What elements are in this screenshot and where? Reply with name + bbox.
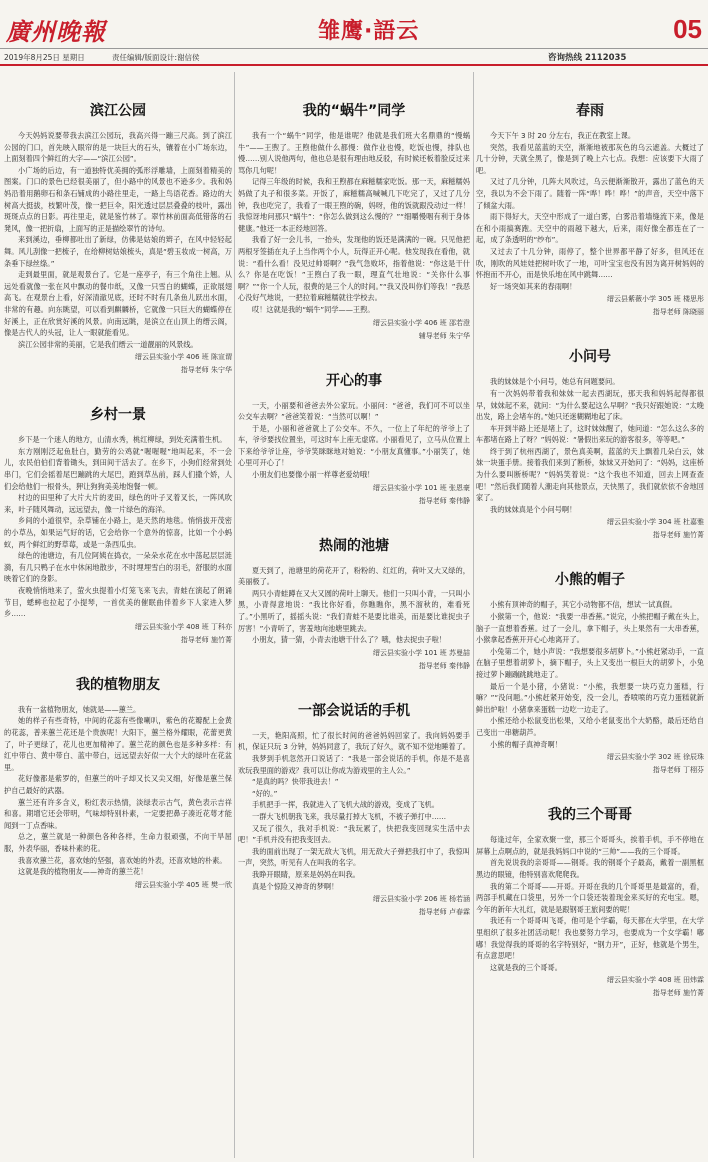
- paragraph: 我的第二个哥哥——开哥。开哥在我的几个哥哥里是最富的，看，两部手机藏在口袋里，另外一个口袋还装着现金来买好的充电宝。嗯，今年的新年大礼红，就是是跟钢哥王旅间要的呢！: [476, 881, 704, 914]
- paragraph: 又过去了十几分钟，雨停了，整个世界都平静了好多，但风还在吹，刚吹的风娃娃把树叶吹了一地，可叶宝宝也没有因为离开树妈妈的怀抱而不开心，而是快乐地在风中跳舞……: [476, 246, 704, 280]
- article-lively-pond: [238, 535, 470, 672]
- paragraph: “好的。”: [252, 788, 278, 798]
- paragraph: 我还有一个哥哥叫飞哥，他可是个学霸，每天都在大学里，在大学里组织了很多社团活动呢！我也要努力学习，也要成为一个女学霸！嘟嘟！我觉得我的哥哥的名字特别好，“钢力开”，正好，他就是个男生，有点意思吧！: [476, 916, 704, 961]
- byline-teacher: 指导老师 朱宁华: [180, 366, 232, 375]
- article-title: 滨江公园: [90, 103, 146, 119]
- paragraph: 好一场突如其来的春雨啊！: [490, 281, 577, 291]
- paragraph: 乡下是一个迷人的地方，山清水秀，桃红柳绿，到处充满着生机。: [18, 435, 227, 445]
- paragraph: 我喜欢蕙兰花，喜欢她的坚强，喜欢她的外表，还喜欢她的朴素。: [18, 855, 227, 865]
- editor-credit: 责任编辑/版面设计:谢信侯: [112, 53, 200, 62]
- paragraph: 我有一个“蜗牛”同学，他是谁呢？他就是我们班大名鼎鼎的“慢蜗牛”——王煦了。王煦他做什么都慢：做作业也慢，吃饭也慢，排队也慢……别人说他两句，他也总是很有理由地反驳，有时候还板着脸反过来骂你几句呢！: [238, 131, 470, 175]
- newspaper-logo: 廣州晚報: [6, 17, 106, 46]
- paragraph: 乡间的小道很窄，杂草铺在小路上，是天然的地毯。悄悄拔开茂密的小草丛，如果运气好的话，它会给你一个意外的惊喜，比如一个小蚂蚁，两个鲜红的野草莓，或是一条西瓜虫。: [4, 516, 232, 549]
- paragraph: 小熊有顶神奇的帽子，其它小动物都不信，想试一试真假。: [490, 600, 677, 610]
- paragraph: 车开到半路上还是堵上了，这时妹妹醒了，她问道：“怎么这么多的车都堵在路上了呀？”妈妈说：“暑假出来玩的游客很多，等等吧。”: [476, 423, 704, 445]
- byline-author: 缙云县实验小学 405 班 樊一欣: [134, 880, 232, 889]
- byline-author: 缙云县紫薇小学 305 班 楼思彤: [606, 295, 704, 304]
- paragraph: 绿色的池塘边，有几位阿姨在捣衣，一朵朵水花在水中荡起层层涟漪，有几只鸭子在水中休闲地散步，不时埋埋雪白的羽毛，舒服的水面映着它们的身影。: [4, 551, 232, 584]
- byline-teacher: 指导老师 陈晓丽: [652, 308, 704, 317]
- byline-teacher: 指导老师 施竹菁: [180, 635, 232, 644]
- paragraph: 花好像都是紫罗的，但蕙兰的叶子却又长又尖又细，好像是蕙兰保护自己最好的武器。: [4, 774, 232, 795]
- article-title: 乡村一景: [90, 407, 146, 424]
- paragraph: 我睁开眼睛，原来是妈妈在叫我。: [252, 869, 360, 879]
- article-title: 我的植物朋友: [76, 676, 160, 693]
- column-middle: [238, 72, 470, 926]
- section-title: 雏鹰·語云: [318, 19, 420, 44]
- article-title: 热闹的池塘: [319, 537, 389, 554]
- issue-date: 2019年8月25日 星期日: [4, 53, 85, 62]
- paragraph: 这就是我的三个哥哥。: [490, 962, 562, 972]
- paragraph: 今天妈妈说要带我去滨江公园玩，我高兴得一蹦三尺高。到了滨江公园的门口，首先映入眼帘的是一块巨大的石头，镶着在小广场东边，上面刻着四个鲜红的大字——“滨江公园”。: [4, 131, 232, 164]
- masthead-rule: [0, 64, 708, 66]
- paragraph: 我的妹妹真是个小问号啊！: [490, 504, 577, 514]
- article-title: 我的三个哥哥: [548, 807, 632, 824]
- paragraph: 两只小青蛙蹲在又大又圆的荷叶上聊天。他们一只叫小青，一只叫小黑，小青得意地说：“我比你好看，你瞧瞧你，黑不溜秋的，难看死了。”小黑听了，摇摇头说：“我们青蛙不是要比谁美，而是要比谁捉虫子厉害！”小青听了，害羞地向池塘里跳去。: [238, 588, 470, 633]
- byline-teacher: 辅导老师 朱宁华: [418, 331, 470, 340]
- paragraph: 我看了好一会儿书，一抬头，发现他的饭还是满满的一碗。只见他把两根牙签插在丸子上当作两个小人，玩得正开心呢。他发现我在看他，就说：“看什么看！没见过帅哥啊？”我气急败坏，指着他说：“你这是干什么？你是在吃饭！”王煦白了我一眼，理直气壮地说：“关你什么事啊？”“你一个人玩，很费的是三个人的时间。”“我又没叫你们等我！”我恶心没好气地说，一把拉着麻糍糯就往学校去。: [238, 235, 470, 303]
- paragraph: 我的妹妹是个小问号，她总有问题要问。: [490, 377, 620, 387]
- paragraph: 滨江公园非常的美丽，它是我们缙云一道靓丽的风景线。: [18, 339, 198, 349]
- paragraph: 最后一个是小猪，小猪说：“小熊，我想要一块巧克力蛋糕，行嘛？”“没问题。”小熊赶紧开始变，没一会儿，香喷喷的巧克力蛋糕就新鲜出炉啦！小猪拿来蛋糕一边吃一边走了。: [476, 681, 704, 714]
- byline-teacher: 指导老师 施竹菁: [652, 531, 704, 540]
- article-spring-rain: [476, 100, 704, 318]
- article-snail-classmate: [238, 100, 470, 342]
- paragraph: 小熊的帽子真神奇啊！: [490, 739, 562, 749]
- paragraph: 一天，小丽要和爸爸去外公家玩。小丽问：“爸爸，我们可不可以坐公交车去啊？”爸爸笑着说：“当然可以啊！”: [238, 400, 470, 422]
- paragraph: 小朋友，猜一猜，小青去池塘干什么了？哦，他去捉虫子啦！: [252, 635, 447, 645]
- paragraph: 于是，小丽和爸爸就上了公交车。不久，一位上了年纪的爷爷上了车，爷爷要找位置坐，可这时车上座无虚席。小丽看见了，立马从位置上下来给爷爷让座，爷爷笑眯眯地对她说：“小朋友真懂事。”小丽笑了，她心里可开心了！: [238, 423, 470, 468]
- article-happy-thing: [238, 370, 470, 507]
- column-right: [476, 72, 704, 1007]
- paragraph: 小朋友们也要像小丽一样尊老爱幼哦！: [252, 470, 375, 480]
- paragraph: 小猴第一个，他说：“我要一串香蕉。”说完，小熊把帽子戴在头上，脑子一直想着香蕉。过了一会儿，拿下帽子，头上果然有一大串香蕉，小猴拿起香蕉开开心心地离开了。: [476, 612, 704, 645]
- paragraph: 一天，艳阳高照，忙了很长时间的爸爸妈妈回家了。我向妈妈要手机，保证只玩 3 分钟，妈妈同意了，我玩了好久，就不知不觉地睡着了。: [238, 730, 470, 752]
- hotline: 咨询热线 2112035: [548, 53, 627, 63]
- paragraph: 终于到了杭州西湖了，景色真美啊，蓝蓝的天上飘着几朵白云，妹妹一块蛋手册。接着我们来到了断桥，妹妹又开始问了：“妈妈，这座桥为什么要叫断桥呢？”妈妈笑着说：“这个我也不知道，回去上网查查吧！”然后我们随着人潮走向其他景点，天快黑了，我们就依依不舍地回家了。: [476, 446, 704, 503]
- paragraph: 我的面前出现了一架无敌大飞机，用无敌大子弹把我打中了，我惊叫一声，突然，听见有人在叫我的名字。: [238, 846, 470, 868]
- paragraph: 夏天到了，池塘里的荷花开了，粉粉的、红红的，荷叶又大又绿的，美丽极了。: [238, 565, 470, 587]
- byline-author: 缙云县实验小学 101 班 张恩豪: [372, 483, 470, 492]
- paragraph: 今天下午 3 时 20 分左右，我正在教室上课。: [490, 131, 636, 140]
- column-left: [4, 72, 232, 899]
- article-title: 小熊的帽子: [555, 572, 625, 589]
- article-little-question-mark: [476, 346, 704, 541]
- paragraph: “是真的吗？快带我进去！”: [252, 777, 339, 787]
- byline-author: 缙云县实验小学 406 班 邵若澄: [372, 318, 470, 327]
- paragraph: 雨下得好大，天空中形成了一道白雾，白雾沿着墙缝流下来，像是在和小雨搞赛跑。天空中的雨越下越大，后来，雨好像全都连在了一起，成了条透明的“纱布”。: [476, 212, 704, 245]
- paragraph: 村边的田里种了大片大片的麦田，绿色的叶子叉着叉长，一阵风吹来，叶子随风舞动，远远望去，像一片绿色的海洋。: [4, 493, 232, 514]
- column-divider: [473, 72, 474, 1158]
- paragraph: 哎！这就是我的“蜗牛”同学——王煦。: [252, 304, 375, 314]
- byline-author: 缙云县实验小学 101 班 苏曼喆: [372, 648, 470, 657]
- paragraph: 有一次妈妈带着我和妹妹一起去西湖玩，那天我和妈妈起得都很早，妹妹起不来，就问：“为什么要起这么早啊？”我只好跟她说：“太晚出发，路上会堵车的。”她只还迷糊糊地起了床。: [476, 388, 704, 422]
- byline-teacher: 指导老师 秦伟静: [418, 661, 470, 670]
- byline-teacher: 指导老师 卢春霖: [418, 908, 470, 917]
- byline-author: 缙云县实验小学 304 班 杜嘉雅: [606, 518, 704, 527]
- paragraph: 她的样子有些奇特，中间的花蕊有些像喇叭，紫色的花瓣配上金黄的花蕊，普来蕙兰花还是个贵族呢！大阳下，蕙兰格外耀眼，花蕾更黄了，叶子更绿了，花儿也更加精神了。蕙兰花的颜色也是多种多样：有红中带白、黄中带白、蓝中带白，远远望去好似一大个大的绿叶在花盆里。: [4, 716, 232, 772]
- byline-author: 缙云县实验小学 406 班 陈宣谓: [134, 353, 232, 362]
- article-plant-friend: [4, 674, 232, 891]
- header-divider: [0, 48, 708, 49]
- paragraph: 首先说说我的亲哥哥——钢哥。我的钢哥个子最高，戴着一副黑框黑边的眼镜，他特别喜欢爬爬我。: [476, 858, 704, 879]
- paragraph: 走到最里面，就是观景台了。它是一座亭子，有三个角往上翘。从远处看就像一张在风中飘动的餐巾纸，又像一只雪白的蝴蝶，正欲展翅高飞。在观景台上看，好深清澈见底，还时不时有几条鱼儿跃出水面，非常的有趣。向东眺望，可以看到麒麟桥，它就像一只巨大的蝴蝶停在好溪上，正在欣赏好溪的风景。向南远眺，是滨立在山顶上的缙云阁，像是古代人的头冠，让人一眼就能看见。: [4, 270, 232, 338]
- article-village-scene: [4, 404, 232, 646]
- paragraph: 一群大飞机朝我飞来，我尽量打掉大飞机，不被子弹打中……: [252, 811, 447, 821]
- byline-author: 缙云县实验小学 408 班 丁科亦: [134, 622, 232, 631]
- paragraph: 小广场的后边，有一道独特优美拥的弧形浮雕墙，上面刻着精美的图案。门口的景色已经很美丽了，但小路中的风景也不逊多少。我和妈妈沿着用鹅卵石和条石铺成的小路往里走，一路上鸟语花香。路边的大树高大挺拔，枝繁叶茂，像一把巨伞，阳光透过层层叠叠的枝叶，露出斑斑点点的日影。再往里走，就是鉴竹林了。翠竹林前面高低错落的石凳风，像一把折扇，上面写的正是描绘翠竹的诗句。: [4, 165, 232, 233]
- byline-teacher: 指导老师 秦伟静: [418, 496, 470, 505]
- paragraph: 蕙兰还有许多含义，粉红表示热情，淡绿表示古气，黄色表示吉祥和喜。期增它还会带明，气味却特别朴素，一定要把鼻子凑近花萼才能闻到一丁点香味。: [4, 797, 232, 830]
- paragraph: 突然，我看见蓝蓝的天空，渐渐地被那灰色的乌云遮盖。大概过了几十分钟，天就全黑了，像是到了晚上六七点。我想：应该要下大雨了吧。: [476, 142, 704, 175]
- paragraph: 总之，蕙兰就是一种颜色各种各样，生命力很顽强，不向干旱屈服，外表华丽，香味朴素的花。: [4, 832, 232, 853]
- page-number: 05: [673, 14, 702, 44]
- byline-author: 缙云县实验小学 206 班 杨若涵: [372, 895, 470, 904]
- paragraph: 东方刚刚泛起鱼肚白，勤劳的公鸡就“喔喔喔”地叫起来，不一会儿，农民伯伯们背着锄头，到田间干活去了。在乡下，小狗们经常到处串门，它们会摇着尾巴蹦跳的大尾巴，跑到草丛前，踩人们撒个娇，人们会给他们一根骨头，狎让狗狗美美地饱餐一顿。: [4, 446, 232, 491]
- article-title: 一部会说话的手机: [298, 702, 410, 719]
- article-title: 开心的事: [326, 372, 382, 389]
- byline-teacher: 指导老师 施竹菁: [652, 989, 704, 998]
- article-binjiang-park: [4, 100, 232, 376]
- paragraph: 记得三年级的时候，我和王煦都在麻糍糯家吃饭。那一天，麻糍糯妈妈做了丸子和很多菜。开饭了，麻糍糯高喊喊几下吃完了，又过了几分钟，我也吃完了，我看了一眼王煦的碗，妈呀，他的饭就跟没动过一样！我惊讶地问那只“蜗牛”：“你怎么做到这么慢的？”“细嚼慢咽有利于身体健康。”他还一本正经地回答。: [238, 177, 470, 233]
- paragraph: 小熊还给小松鼠变出松果，又给小老鼠变出个大奶酪，最后还给自己变出一串糖葫芦。: [476, 716, 704, 737]
- paragraph: 夜晚悄悄地来了，萤火虫提着小灯笼飞来飞去，青蛙在演起了朗诵节目，蟋蟀也拉起了小提琴，一首优美的催眠曲伴着乡下人家进入梦乡……: [4, 586, 232, 619]
- paragraph: 又玩了很久，我对手机说：“我玩累了，快把我变回现实生活中去吧！”手机并没有把我变回去。: [238, 823, 470, 845]
- paragraph: 我梦到手机忽然开口说话了：“我是一部会说话的手机，你是不是喜欢玩我里面的游戏？我可以让你成为游戏里的主人公。”: [238, 754, 470, 775]
- column-divider: [234, 72, 235, 1158]
- masthead: [0, 0, 708, 64]
- article-three-brothers: [476, 804, 704, 999]
- paragraph: 小兔第二个，她小声说：“我想要很多胡萝卜。”小熊赶紧动手，一直在脑子里想着胡萝卜，摘下帽子，头上又变出一根巨大的胡萝卜，小兔接过萝卜蹦蹦跳跳地走了。: [476, 646, 704, 679]
- paragraph: 又过了几分钟，几阵大风吹过，乌云便渐渐散开，露出了蓝色的天空，我以为不会下雨了。随着一阵“哗！哗！哗！”的声音，天空中落下了倾盆大雨。: [476, 177, 704, 210]
- article-title: 我的“蜗牛”同学: [302, 103, 406, 119]
- paragraph: 每逢过年，全家欢聚一堂，那三个哥哥头，挨着手机，手不停地在屏幕上点啊点的，就是我妈妈口中说的“三帅”——我的三个哥哥。: [476, 835, 704, 856]
- article-title: 春雨: [576, 103, 604, 119]
- paragraph: 真是个惊险又神奇的梦啊！: [252, 881, 339, 891]
- byline-author: 缙云县实验小学 302 班 徐辰珠: [606, 753, 704, 762]
- article-bear-hat: [476, 569, 704, 776]
- article-title: 小问号: [569, 349, 611, 366]
- paragraph: 来到溪边，垂柳都吐出了新绿，仿佛是姑娘的辫子，在风中轻轻起舞。风儿刮像一把梳子，在给柳树姑娘梳头，真是“碧玉妆成一树高，万条垂下绿丝绦。”: [4, 235, 232, 268]
- byline-author: 缙云县实验小学 408 班 田炜霖: [606, 976, 704, 985]
- paragraph: 我有一盆植物朋友，她就是——蕙兰。: [18, 704, 141, 714]
- paragraph: 这就是我的植物朋友——神奇的蕙兰花！: [18, 867, 148, 877]
- byline-teacher: 指导老师 丁栩芬: [652, 766, 704, 775]
- paragraph: 手机把手一挥，我就进入了飞机大战的游戏，变成了飞机。: [252, 800, 439, 810]
- article-talking-phone: [238, 700, 470, 918]
- info-bar: [0, 50, 708, 64]
